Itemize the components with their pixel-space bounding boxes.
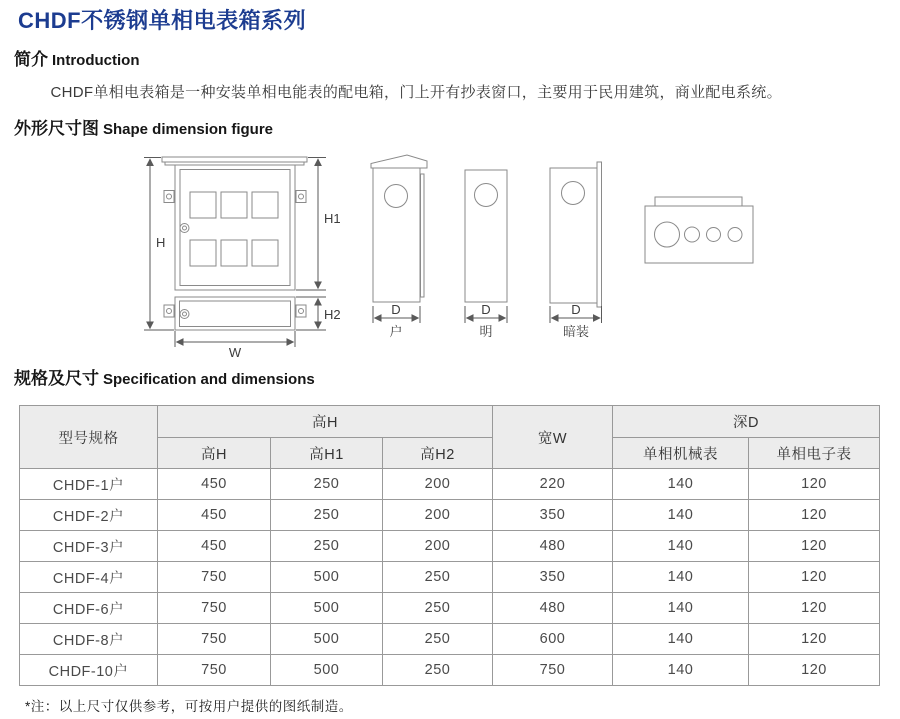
section-spec-heading bbox=[14, 369, 900, 390]
model-cell: CHDF-2户 bbox=[20, 500, 158, 531]
dim-label-H2: H2 bbox=[324, 307, 341, 322]
dim-label-H: H bbox=[156, 235, 166, 250]
footnote: *注：以上尺寸仅供参考，可按用户提供的图纸制造。 bbox=[25, 699, 353, 714]
dimension-cell: 480 bbox=[493, 531, 613, 562]
spec-table bbox=[19, 405, 880, 686]
dim-label-H1: H1 bbox=[324, 211, 341, 226]
dimension-cell: 140 bbox=[613, 593, 749, 624]
col-header-width: 宽W bbox=[493, 406, 613, 469]
dimension-cell: 250 bbox=[383, 593, 493, 624]
side-view-surface-drawing bbox=[465, 170, 507, 339]
col-header-mech: 单相机械表 bbox=[613, 438, 749, 469]
dimension-cell: 750 bbox=[493, 655, 613, 686]
model-cell: CHDF-10户 bbox=[20, 655, 158, 686]
spec-table-row bbox=[20, 562, 880, 593]
col-header-h: 高H bbox=[158, 438, 271, 469]
intro-heading-en: Introduction bbox=[52, 52, 140, 69]
dimension-cell: 750 bbox=[158, 562, 271, 593]
mount-label-outdoor: 户 bbox=[389, 324, 403, 339]
dimension-cell: 500 bbox=[271, 655, 383, 686]
col-header-h2: 高H2 bbox=[383, 438, 493, 469]
dim-label-D-outdoor: D bbox=[391, 302, 401, 317]
dimension-cell: 140 bbox=[613, 562, 749, 593]
dimension-cell: 250 bbox=[271, 469, 383, 500]
dimension-cell: 480 bbox=[493, 593, 613, 624]
mount-label-surface: 明 bbox=[479, 324, 493, 339]
dim-label-D-flush: D bbox=[571, 302, 581, 317]
model-cell: CHDF-4户 bbox=[20, 562, 158, 593]
dimension-cell: 120 bbox=[749, 593, 880, 624]
bottom-view-drawing bbox=[645, 197, 753, 263]
dimension-cell: 750 bbox=[158, 593, 271, 624]
dim-label-D-surface: D bbox=[481, 302, 491, 317]
intro-paragraph: CHDF单相电表箱是一种安装单相电能表的配电箱，门上开有抄表窗口，主要用于民用建筑，商业配电系统。 bbox=[50, 84, 782, 101]
figure-heading-zh: 外形尺寸图 bbox=[14, 119, 99, 138]
spec-heading-zh: 规格及尺寸 bbox=[14, 369, 99, 388]
dimension-cell: 750 bbox=[158, 624, 271, 655]
front-view-drawing bbox=[144, 157, 341, 360]
dimension-cell: 200 bbox=[383, 531, 493, 562]
dimension-cell: 250 bbox=[383, 562, 493, 593]
dimension-cell: 250 bbox=[383, 655, 493, 686]
section-intro-heading bbox=[14, 50, 900, 71]
col-header-depth-group: 深D bbox=[613, 406, 880, 438]
col-header-model: 型号规格 bbox=[20, 406, 158, 469]
dimension-cell: 250 bbox=[383, 624, 493, 655]
dimension-cell: 120 bbox=[749, 469, 880, 500]
dimension-cell: 140 bbox=[613, 655, 749, 686]
side-view-outdoor-drawing bbox=[371, 155, 427, 339]
model-cell: CHDF-1户 bbox=[20, 469, 158, 500]
dimension-cell: 450 bbox=[158, 469, 271, 500]
dimension-cell: 350 bbox=[493, 500, 613, 531]
dimension-cell: 140 bbox=[613, 500, 749, 531]
figure-heading-en: Shape dimension figure bbox=[103, 121, 274, 138]
dim-label-W: W bbox=[228, 345, 242, 360]
dimension-cell: 120 bbox=[749, 531, 880, 562]
dimension-cell: 600 bbox=[493, 624, 613, 655]
dimension-cell: 500 bbox=[271, 624, 383, 655]
dimension-cell: 750 bbox=[158, 655, 271, 686]
catalog-page bbox=[0, 8, 900, 715]
model-cell: CHDF-8户 bbox=[20, 624, 158, 655]
dimension-cell: 250 bbox=[271, 531, 383, 562]
mount-label-flush: 暗装 bbox=[562, 324, 590, 339]
spec-table-row bbox=[20, 500, 880, 531]
dimension-cell: 140 bbox=[613, 624, 749, 655]
dimension-cell: 350 bbox=[493, 562, 613, 593]
section-figure-heading bbox=[14, 119, 900, 140]
spec-table-row bbox=[20, 593, 880, 624]
model-cell: CHDF-6户 bbox=[20, 593, 158, 624]
intro-heading-zh: 简介 bbox=[14, 50, 48, 69]
dimension-cell: 200 bbox=[383, 469, 493, 500]
dimension-cell: 250 bbox=[271, 500, 383, 531]
dimension-cell: 120 bbox=[749, 624, 880, 655]
spec-table-row bbox=[20, 469, 880, 500]
dimension-cell: 500 bbox=[271, 593, 383, 624]
spec-table-row bbox=[20, 624, 880, 655]
dimension-cell: 450 bbox=[158, 500, 271, 531]
dimension-cell: 120 bbox=[749, 500, 880, 531]
page-title: CHDF不锈钢单相电表箱系列 bbox=[18, 8, 307, 33]
shape-dimension-figure bbox=[0, 145, 900, 360]
dimension-cell: 200 bbox=[383, 500, 493, 531]
spec-heading-en: Specification and dimensions bbox=[103, 371, 315, 388]
col-header-height-group: 高H bbox=[158, 406, 493, 438]
col-header-elec: 单相电子表 bbox=[749, 438, 880, 469]
side-view-flush-drawing bbox=[550, 162, 602, 339]
spec-table-row bbox=[20, 531, 880, 562]
dimension-cell: 140 bbox=[613, 531, 749, 562]
dimension-cell: 120 bbox=[749, 562, 880, 593]
dimension-cell: 120 bbox=[749, 655, 880, 686]
dimension-cell: 450 bbox=[158, 531, 271, 562]
dimension-cell: 220 bbox=[493, 469, 613, 500]
dimension-cell: 140 bbox=[613, 469, 749, 500]
model-cell: CHDF-3户 bbox=[20, 531, 158, 562]
dimension-cell: 500 bbox=[271, 562, 383, 593]
col-header-h1: 高H1 bbox=[271, 438, 383, 469]
spec-table-row bbox=[20, 655, 880, 686]
